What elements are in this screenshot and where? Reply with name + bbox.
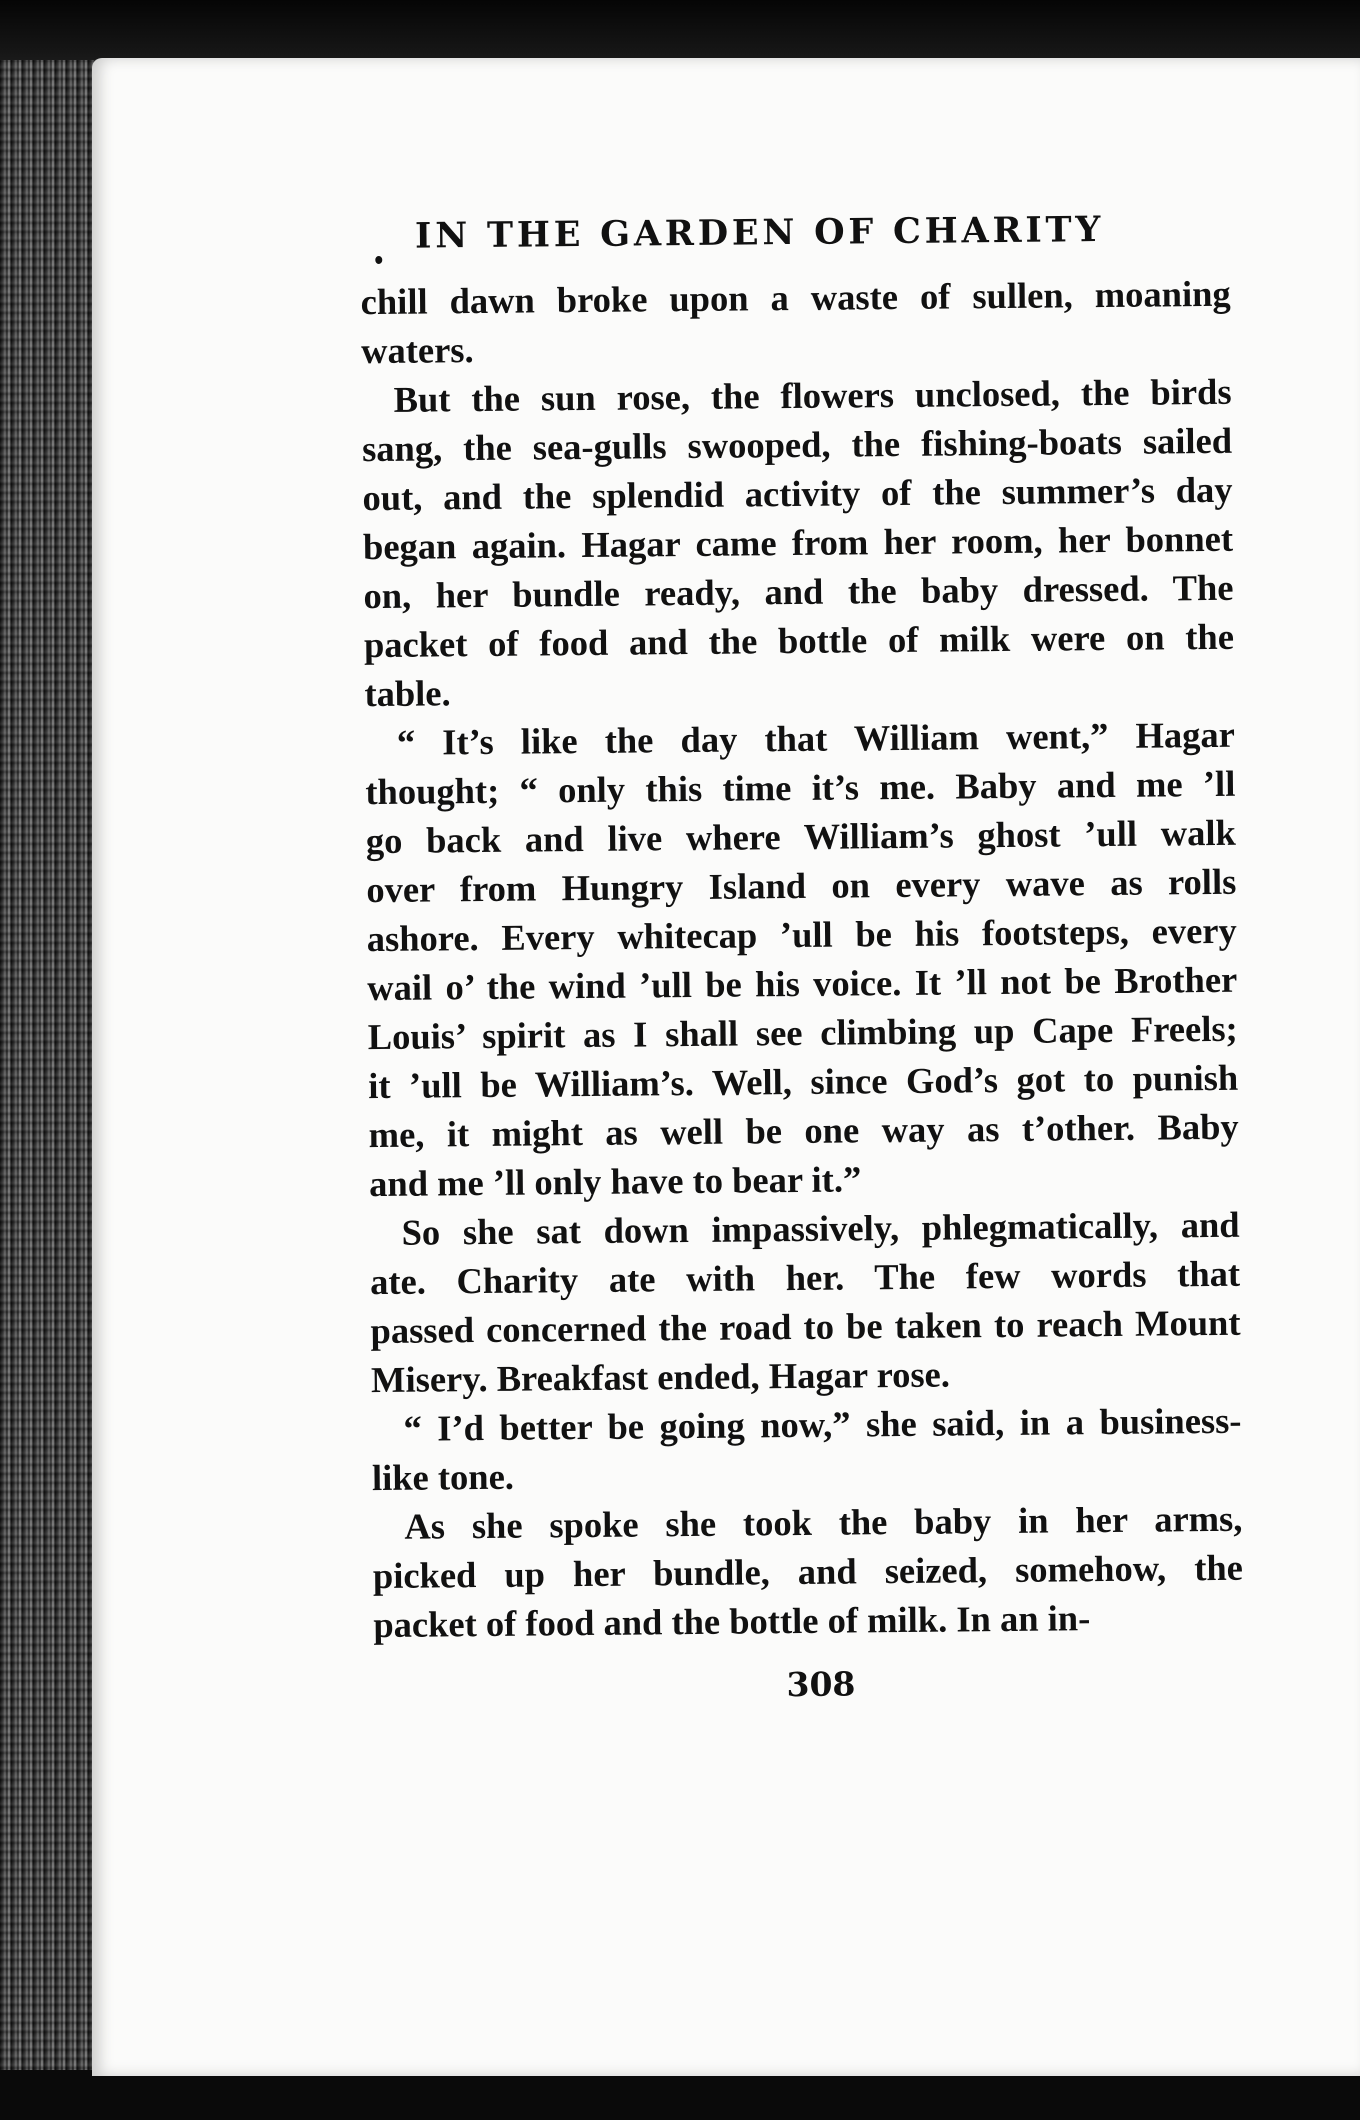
text-line: Louis’ spirit as I shall see climbing up Cape Freels; <box>367 1007 1238 1058</box>
paragraph <box>360 269 1231 375</box>
text-line: me, it might as well be one way as t’other. Baby <box>368 1105 1239 1156</box>
text-line: table. <box>364 672 451 715</box>
text-line: packet of food and the bottle of milk were on the <box>363 615 1235 666</box>
text-line: thought; “ only this time it’s me. Baby and me ’ll <box>365 762 1236 813</box>
paragraph <box>365 710 1240 1208</box>
text-line: chill dawn broke upon a waste of sullen, moaning <box>360 272 1231 323</box>
text-line: go back and live where William’s ghost ’ull walk <box>365 811 1237 862</box>
text-line: on, her bundle ready, and the baby dressed. The <box>363 566 1234 617</box>
text-line: packet of food and the bottle of milk. In an in- <box>373 1597 1091 1646</box>
text-line: But the sun rose, the flowers unclosed, the birds <box>393 370 1232 420</box>
running-head: IN THE GARDEN OF CHARITY <box>414 209 1105 257</box>
text-line: like tone. <box>371 1455 515 1499</box>
body-text <box>360 269 1243 1649</box>
text-line: began again. Hagar came from her room, her bonnet <box>362 517 1234 568</box>
text-line: out, and the splendid activity of the summer’s day <box>362 468 1233 519</box>
paragraph <box>369 1200 1241 1404</box>
text-line: So she sat down impassively, phlegmatically, and <box>401 1203 1240 1253</box>
text-line: “ It’s like the day that William went,” Hagar <box>396 713 1236 763</box>
page-number: 308 <box>786 1664 856 1705</box>
text-line: over from Hungry Island on every wave as rolls <box>366 860 1237 911</box>
text-line: passed concerned the road to be taken to reach Mount <box>370 1301 1241 1352</box>
book-page <box>92 58 1360 2076</box>
text-line: wail o’ the wind ’ull be his voice. It ’ll not be Brother <box>367 958 1238 1009</box>
text-line: picked up her bundle, and seized, somehow, the <box>372 1546 1244 1597</box>
paragraph <box>372 1494 1243 1649</box>
text-line: As she spoke she took the baby in her arms, <box>404 1497 1243 1547</box>
text-line: ate. Charity ate with her. The few words that <box>369 1252 1241 1303</box>
text-line: “ I’d better be going now,” she said, in a business- <box>403 1399 1242 1449</box>
page-content <box>83 52 1360 2082</box>
text-line: waters. <box>360 329 474 372</box>
paragraph <box>361 367 1234 718</box>
text-line: it ’ull be William’s. Well, since God’s got to punish <box>368 1056 1239 1107</box>
text-line: ashore. Every whitecap ’ull be his footsteps, every <box>366 909 1237 960</box>
ink-speck <box>375 256 382 264</box>
paragraph <box>371 1396 1242 1502</box>
text-line: and me ’ll only have to bear it.” <box>368 1158 862 1205</box>
text-line: sang, the sea-gulls swooped, the fishing-boats sailed <box>361 419 1233 470</box>
book-page-edges <box>0 60 100 2070</box>
text-line: Misery. Breakfast ended, Hagar rose. <box>370 1353 951 1401</box>
